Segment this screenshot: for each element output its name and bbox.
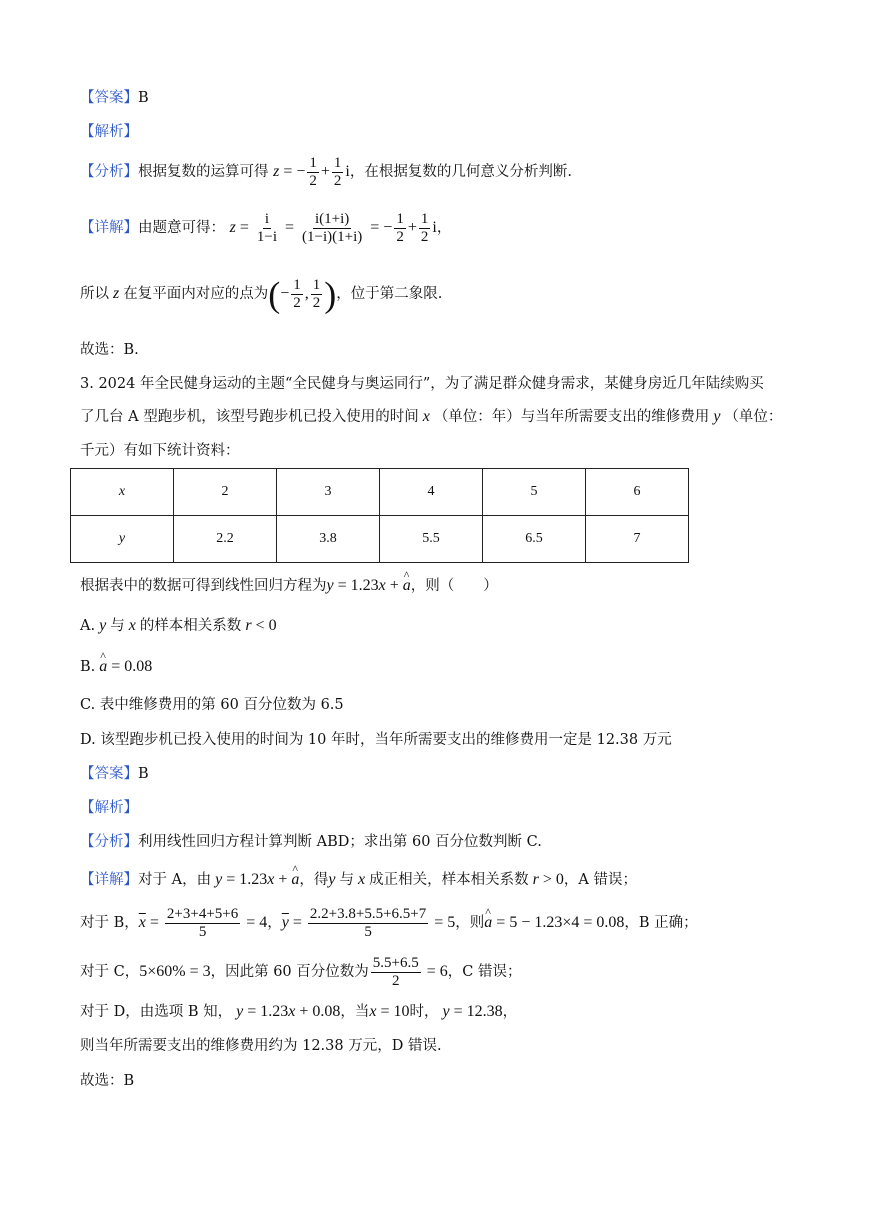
d-pre: 对于 D，由选项 B 知， (80, 1004, 233, 1020)
table-cell: x (71, 469, 174, 516)
table-row-y (71, 516, 689, 563)
xiangjie-line-d: 对于 D，由选项 B 知， y = 1.23x + 0.08，当x = 10时， y = 12.38， (80, 1003, 518, 1020)
answer-tag: 【答案】 (80, 766, 138, 782)
analysis-line-1 (80, 122, 138, 142)
question-3-line-1: 3. 2024 年全民健身运动的主题“全民健身与奥运同行”，为了满足群众健身需求，某健身房近几年陆续购买 (80, 376, 764, 392)
option-d: D. 该型跑步机已投入使用的时间为 10 年时，当年所需要支出的维修费用一定是 12.38 万元 (80, 732, 672, 748)
point-line: 所以 z 在复平面内对应的点为(− $\frac{1}{2}$ , $\frac{1}{2}$ )，位于第二象限. (80, 274, 443, 315)
xiangjie-line-c: 对于 C，5×60% = 3，因此第 60 百分位数为 $\frac{5.5+6.5}{2}$ = 6，C 错误； (80, 954, 522, 989)
answer-line-1 (80, 88, 149, 108)
xiangjie-text: 由题意可得： (138, 220, 225, 236)
option-b: B. ^ a = 0.08 (80, 657, 152, 677)
option-c: C. 表中维修费用的第 60 百分位数为 6.5 (80, 697, 344, 713)
q3-line2b: （单位：年）与当年所需要支出的维修费用 (433, 409, 710, 425)
a-mid2: 与 (339, 872, 354, 888)
xiangjie-tag: 【详解】 (80, 872, 138, 888)
table-cell: 2.2 (174, 516, 277, 563)
fenxi-text: 利用线性回归方程计算判断 ABD；求出第 60 百分位数判断 C. (138, 834, 542, 850)
formula-regression: y = 1.23x + ^ a (327, 577, 411, 594)
fenxi-line-1 (80, 152, 572, 192)
analysis-tag: 【解析】 (80, 124, 138, 140)
table-cell: y (71, 516, 174, 563)
option-a-text1: 与 (110, 618, 125, 634)
choice-line-1: 故选：B. (80, 342, 139, 358)
choice-line-3: 故选：B (80, 1073, 135, 1089)
table-cell: 5 (483, 469, 586, 516)
d-post: ， (502, 1004, 518, 1020)
fenxi-tag: 【分析】 (80, 834, 138, 850)
formula-x-bar: $\overline{x}$ = $\frac{2+3+4+5+6}{5}$ = 4 (138, 905, 268, 940)
xiangjie-tag: 【详解】 (80, 220, 138, 236)
xiangjie-line-a: 【详解】对于 A，由 y = 1.23x + ^ a，得y 与 x 成正相关，样本相关系数 r > 0，A 错误； (80, 870, 637, 890)
table-cell: 6.5 (483, 516, 586, 563)
data-table (70, 468, 689, 563)
table-cell: 3.8 (277, 516, 380, 563)
option-b-label: B. (80, 659, 96, 675)
analysis-tag: 【解析】 (80, 800, 138, 816)
a-post: ，A 错误； (563, 872, 637, 888)
table-cell: 4 (380, 469, 483, 516)
question-3-line-2: 了几台 A 型跑步机，该型号跑步机已投入使用的时间 x （单位：年）与当年所需要支出的维修费用 y （单位： (80, 408, 783, 425)
fenxi-tag: 【分析】 (80, 164, 138, 180)
answer-tag: 【答案】 (80, 90, 138, 106)
table-cell: 7 (586, 516, 689, 563)
xiangjie-line-d2: 则当年所需要支出的维修费用约为 12.38 万元，D 错误. (80, 1038, 442, 1054)
answer-value: B (138, 90, 149, 106)
formula-point: (− $\frac{1}{2}$ , $\frac{1}{2}$ ) (268, 274, 337, 315)
table-cell: 5.5 (380, 516, 483, 563)
c-pre: 对于 C， (80, 964, 140, 980)
fenxi-text: 根据复数的运算可得 (138, 164, 269, 180)
answer-line-3 (80, 764, 149, 784)
question-3-line-3: 千元）有如下统计资料： (80, 443, 240, 459)
formula-z: z = − $\frac{1}{2}$ + $\frac{1}{2}$ i (273, 154, 350, 189)
question-3-stem (80, 576, 498, 596)
option-a-label: A. (80, 618, 96, 634)
formula-z-derivation: z = $\frac{i}{1-i}$ = $\frac{i(1+i)}{(1-i)(1+i)}$ = − $\frac{1}{2}$ + $\frac{1}{2}$ i (229, 210, 437, 245)
table-row-x (71, 469, 689, 516)
b-mid: ， (267, 915, 282, 931)
option-a: A. y 与 x 的样本相关系数 r < 0 (80, 617, 277, 634)
point-mid: 在复平面内对应的点为 (123, 286, 269, 302)
option-a-text2: 的样本相关系数 (139, 618, 242, 634)
c-mid: ，因此第 60 百分位数为 (210, 964, 369, 980)
q3-line2c: （单位： (724, 409, 783, 425)
xiangjie-line-b: 对于 B，$\overline{x}$ = $\frac{2+3+4+5+6}{5}$ = 4，$\overline{y}$ = $\frac{2.2+3.8+5.5+6.5+7}{5}$ = 5，则^ a = 5 − 1.23×4 = 0.08，B 正确； (80, 898, 698, 948)
fenxi-text-post: ，在根据复数的几何意义分析判断. (349, 164, 572, 180)
table-cell: 2 (174, 469, 277, 516)
q3-line2a: 了几台 A 型跑步机，该型号跑步机已投入使用的时间 (80, 409, 419, 425)
formula-y-bar: $\overline{y}$ = $\frac{2.2+3.8+5.5+6.5+7}{5}$ = 5 (281, 905, 456, 940)
d-mid2: 时， (409, 1004, 439, 1020)
d-mid: ，当 (340, 1004, 370, 1020)
analysis-line-3 (80, 798, 138, 818)
b-post: ，B 正确； (624, 915, 698, 931)
point-pre: 所以 (80, 286, 109, 302)
c-post: ，C 错误； (447, 964, 522, 980)
stem-post: ，则（ ） (410, 578, 498, 594)
stem-pre: 根据表中的数据可得到线性回归方程为 (80, 578, 327, 594)
table-cell: 3 (277, 469, 380, 516)
table-cell: 6 (586, 469, 689, 516)
a-pre: 对于 A，由 (138, 872, 212, 888)
xiangjie-line-1: 【详解】由题意可得： z = $\frac{i}{1-i}$ = $\frac{i(1+i)}{(1-i)(1+i)}$ = − $\frac{1}{2}$ + $\frac{1}{2}$ i， (80, 210, 452, 245)
b-then: ，则 (455, 915, 485, 931)
a-mid3: 成正相关，样本相关系数 (369, 872, 529, 888)
fenxi-line-3 (80, 832, 542, 852)
point-post: ，位于第二象限. (336, 286, 443, 302)
b-pre: 对于 B， (80, 915, 139, 931)
a-mid1: ，得 (299, 872, 329, 888)
answer-value: B (138, 766, 149, 782)
